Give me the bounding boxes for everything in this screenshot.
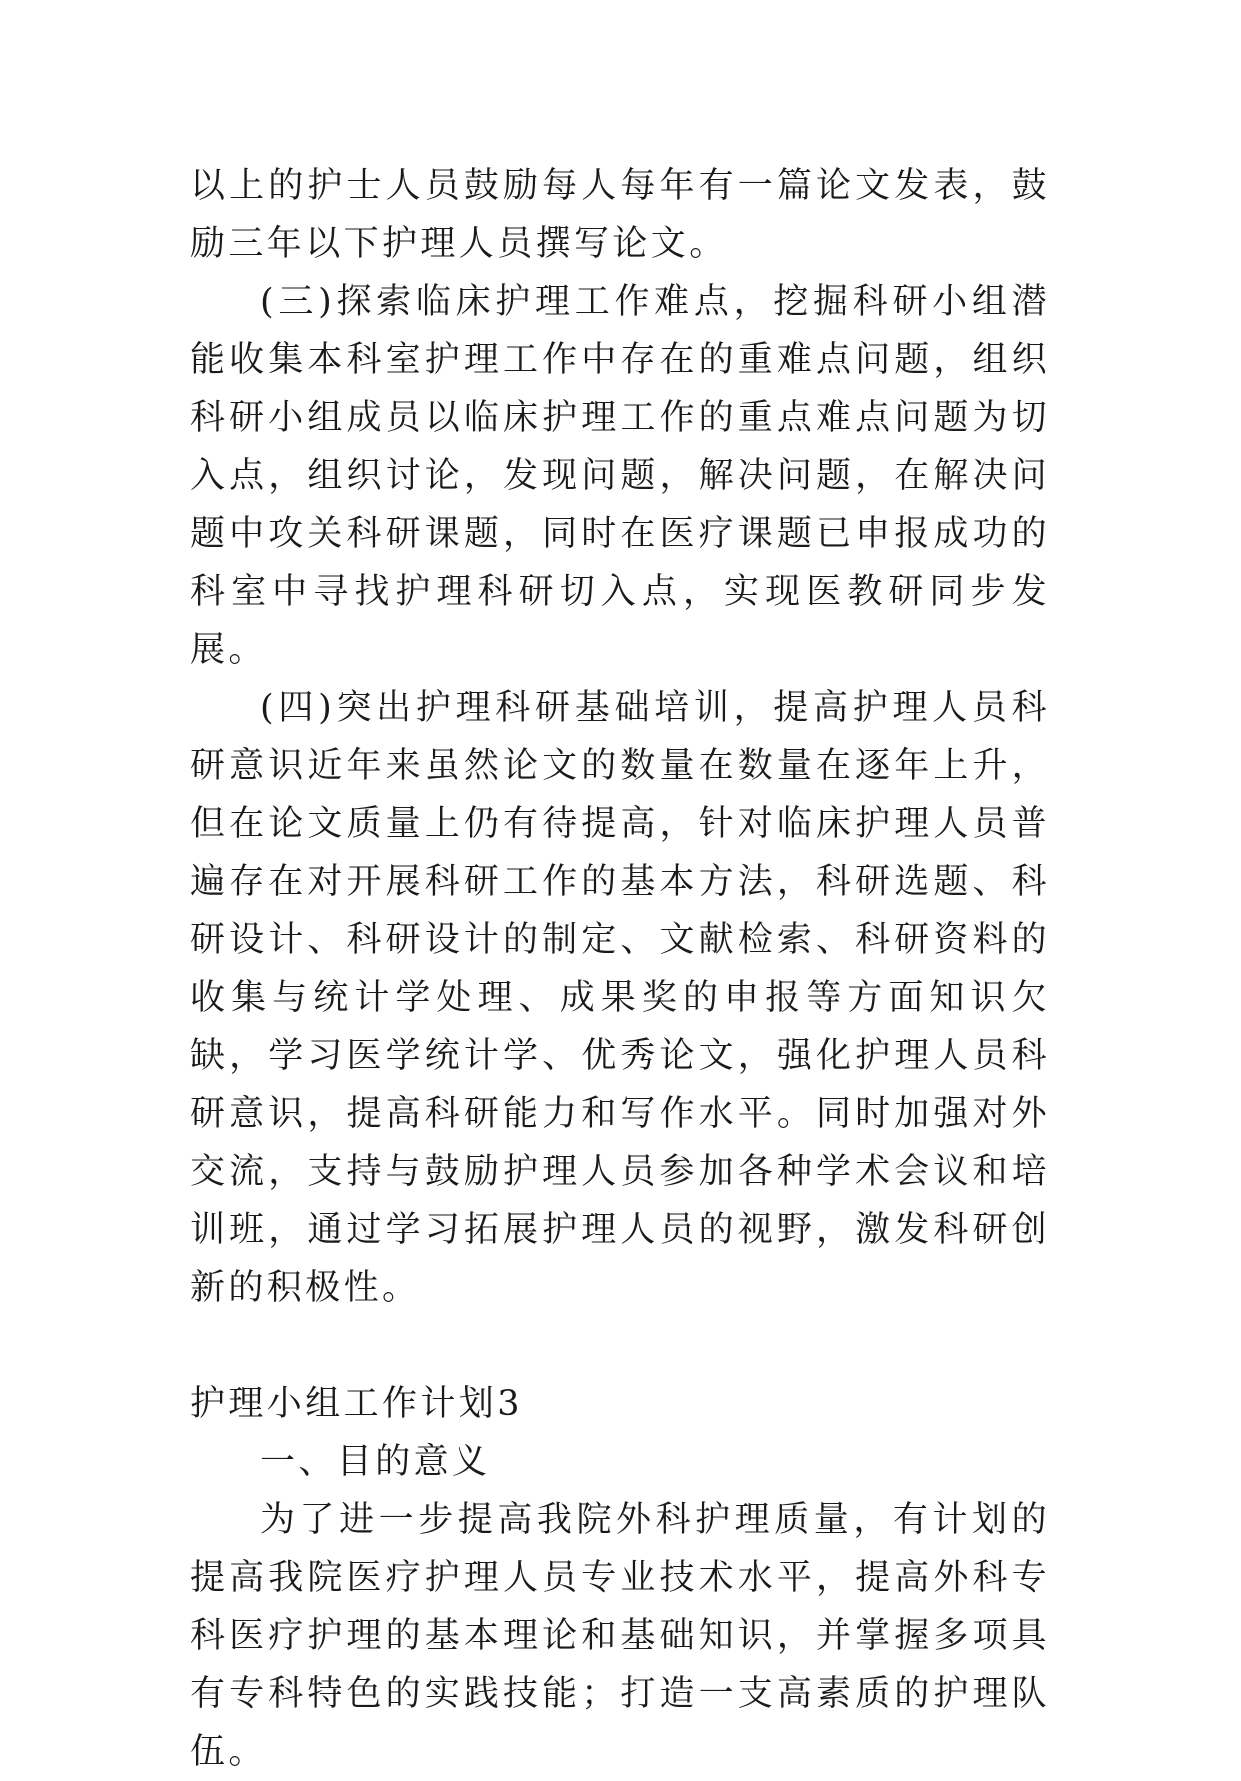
paragraph-section-three: (三)探索临床护理工作难点，挖掘科研小组潜能收集本科室护理工作中存在的重难点问题，组织科研小组成员以临床护理工作的重点难点问题为切入点，组织讨论，发现问题，解决问题，在解决问题中攻关科研课题，同时在医疗课题已申报成功的科室中寻找护理科研切入点，实现医教研同步发展。 — [190, 282, 1050, 670]
paragraph-purpose: 为了进一步提高我院外科护理质量，有计划的提高我院医疗护理人员专业技术水平，提高外科专科医疗护理的基本理论和基础知识，并掌握多项具有专科特色的实践技能；打造一支高素质的护理队伍。 — [190, 1500, 1050, 1772]
paragraph-section-four: (四)突出护理科研基础培训，提高护理人员科研意识近年来虽然论文的数量在数量在逐年上升，但在论文质量上仍有待提高，针对临床护理人员普遍存在对开展科研工作的基本方法，科研选题、科研设计、科研设计的制定、文献检索、科研资料的收集与统计学处理、成果奖的申报等方面知识欠缺，学习医学统计学、优秀论文，强化护理人员科研意识，提高科研能力和写作水平。同时加强对外交流，支持与鼓励护理人员参加各种学术会议和培训班，通过学习拓展护理人员的视野，激发科研创新的积极性。 — [190, 688, 1050, 1308]
subheading-purpose: 一、目的意义 — [260, 1442, 491, 1482]
paragraph-continuation: 以上的护士人员鼓励每人每年有一篇论文发表，鼓励三年以下护理人员撰写论文。 — [190, 166, 1050, 264]
section-title: 护理小组工作计划3 — [190, 1384, 523, 1424]
document-body — [190, 157, 1050, 1781]
